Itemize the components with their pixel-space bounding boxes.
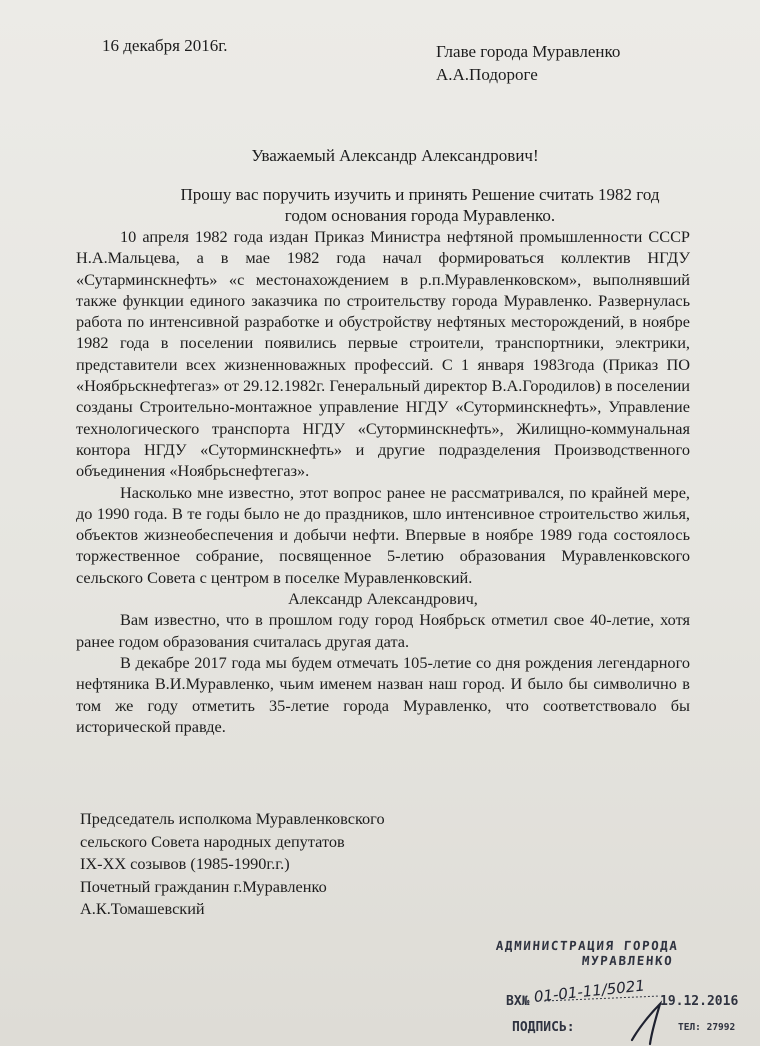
request-line-2: годом основания города Муравленко. [284,206,556,225]
stamp-org-line-2: МУРАВЛЕНКО [581,953,674,968]
signer-title: Почетный гражданин г.Муравленко [80,876,327,896]
paragraph-context: Насколько мне известно, этот вопрос ранее не рассматривался, по крайней мере, до 1990 года. В те годы было не до праздников, шло интенсивное строительство жилья, объектов жизнеобеспечения и добычи нефти. Впервые в ноябре 1989 года состоялось торжественное собрание, посвященное 5-летию образования Муравленковского сельского Совета с центром в поселке Муравленковский. [76,482,690,587]
signer-name: А.К.Томашевский [80,899,205,918]
stamp-reg-label: ВХ№ [506,994,530,1009]
paragraph-noyabrsk: Вам известно, что в прошлом году город Ноябрьск отметил свое 40-летие, хотя ранее годом образования считалась другая дата. [76,610,690,651]
paragraph-proposal: В декабре 2017 года мы будем отмечать 105-летие со дня рождения легендарного нефтяника В.И.Муравленко, чьим именем назван наш город. И было бы символично в том же году отметить 35-летие города Муравленко, что соответствовало бы исторической правде. [76,652,690,736]
reg-number-underline [544,996,660,1001]
addressee-name: А.А.Подороге [436,65,538,84]
signer-position-3: IX-XX созывов (1985-1990г.г.) [80,854,290,873]
signer-position-2: сельского Совета народных депутатов [80,831,345,851]
signature-stroke [632,1004,660,1044]
request-line-1: Прошу вас поручить изучить и принять Решение считать 1982 год [180,185,660,204]
salutation: Уважаемый Александр Александрович! [251,146,539,165]
stamp-reg-date: 19.12.2016 [660,994,739,1009]
stamp-phone: ТЕЛ: 27992 [678,1022,736,1033]
paragraph-address: Александр Александрович, [288,589,478,609]
stamp-org-line-1: АДМИНИСТРАЦИЯ ГОРОДА [495,938,680,953]
handwritten-reg-number: 01-01-11/5021 [533,976,646,1006]
signer-position-1: Председатель исполкома Муравленковского [80,809,385,828]
stamp-signature-label: ПОДПИСЬ: [512,1020,575,1035]
addressee-title: Главе города Муравленко [436,42,621,61]
paragraph-history: 10 апреля 1982 года издан Приказ Министра нефтяной промышленности СССР Н.А.Мальцева, а в мае 1982 года начал формироваться коллектив НГДУ «Сутарминскнефть» «с местонахождением в р.п.Муравленковском», выполнявший также функции единого заказчика по строительству города Муравленко. Развернулась работа по интенсивной разработке и обустройству нефтяных месторождений, в ноябре 1982 года в поселении появились первые строители, транспортники, электрики, представители всех жизненноважных профессий. С 1 января 1983года (Приказ ПО «Ноябрьскнефтегаз» от 29.12.1982г. Генеральный директор В.А.Городилов) в поселении созданы Строительно-монтажное управление НГДУ «Суторминскнефть», Управление технологического транспорта НГДУ «Суторминскнефть», Жилищно-коммунальная контора НГДУ «Суторминскнефть» и другие подразделения Производственного объединения «Ноябрьснефтегаз». [76,227,690,481]
letter-date: 16 декабря 2016г. [102,36,228,55]
